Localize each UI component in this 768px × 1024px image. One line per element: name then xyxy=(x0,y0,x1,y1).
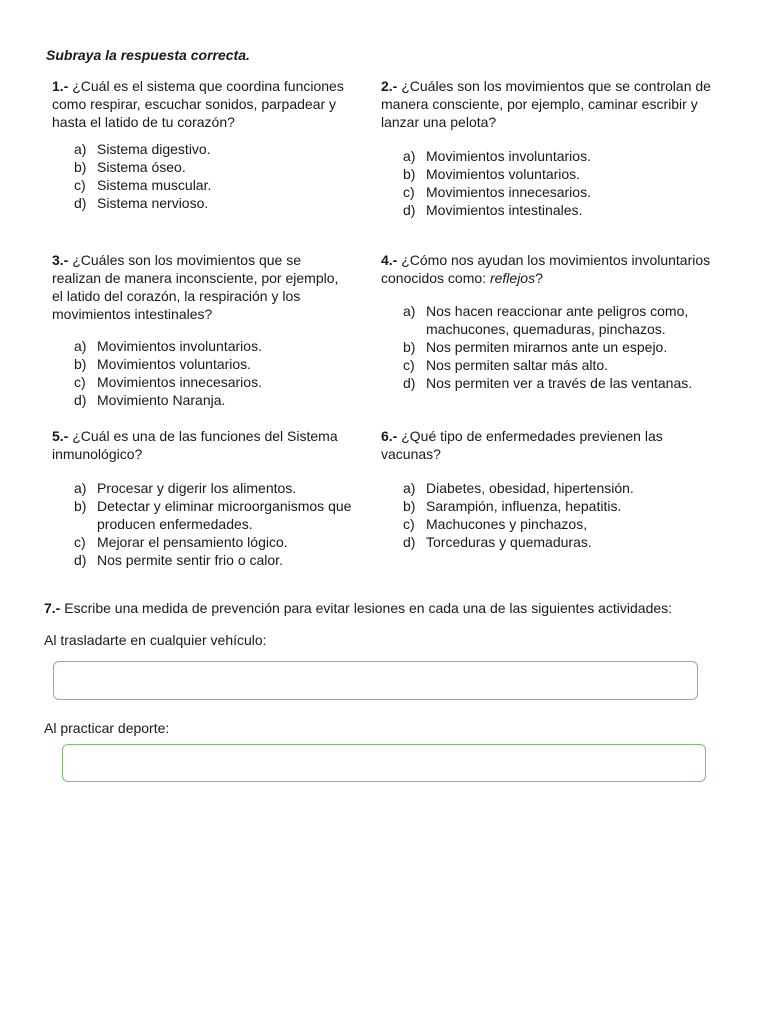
options-list xyxy=(52,140,352,212)
option-letter: c) xyxy=(74,534,86,550)
options-list xyxy=(52,337,352,409)
option-text: Movimientos innecesarios. xyxy=(426,184,591,200)
option-d[interactable] xyxy=(52,551,352,569)
option-letter: c) xyxy=(74,374,86,390)
option-c[interactable] xyxy=(381,183,726,201)
option-text: Torceduras y quemaduras. xyxy=(426,534,592,550)
question-7 xyxy=(44,600,672,616)
option-text: Movimientos voluntarios. xyxy=(426,166,581,182)
question-number: 4.- xyxy=(381,252,398,268)
answer-box-sport[interactable] xyxy=(62,744,706,782)
question-text-end: ? xyxy=(535,270,543,286)
option-a[interactable] xyxy=(52,140,352,158)
option-letter: d) xyxy=(74,195,87,211)
option-text: Movimiento Naranja. xyxy=(97,392,226,408)
question-emphasis: reflejos xyxy=(489,270,536,286)
question-1 xyxy=(52,77,352,212)
option-b[interactable] xyxy=(381,338,726,356)
option-b[interactable] xyxy=(52,497,352,533)
question-number: 2.- xyxy=(381,78,398,94)
question-6 xyxy=(381,427,726,551)
option-letter: b) xyxy=(403,166,416,182)
options-list xyxy=(52,479,352,569)
option-text: Movimientos intestinales. xyxy=(426,202,583,218)
question-text: ¿Cuál es una de las funciones del Sistema inmunológico? xyxy=(52,428,338,462)
option-letter: a) xyxy=(403,480,416,496)
option-text: Movimientos involuntarios. xyxy=(97,338,262,354)
option-c[interactable] xyxy=(381,515,726,533)
option-letter: b) xyxy=(403,498,416,514)
question-3 xyxy=(52,251,352,409)
option-letter: c) xyxy=(403,357,415,373)
option-b[interactable] xyxy=(52,158,352,176)
question-text: ¿Cuál es el sistema que coordina funciones como respirar, escuchar sonidos, parpadear y hasta el latido de tu corazón? xyxy=(52,78,344,130)
option-letter: a) xyxy=(74,141,87,157)
question-number: 3.- xyxy=(52,252,69,268)
option-letter: b) xyxy=(74,498,87,514)
option-a[interactable] xyxy=(381,302,726,338)
option-letter: a) xyxy=(403,303,416,319)
option-c[interactable] xyxy=(381,356,726,374)
option-text: Mejorar el pensamiento lógico. xyxy=(97,534,288,550)
option-letter: c) xyxy=(403,516,415,532)
question-number: 5.- xyxy=(52,428,69,444)
option-a[interactable] xyxy=(381,147,726,165)
question-5 xyxy=(52,427,352,569)
option-letter: a) xyxy=(403,148,416,164)
option-a[interactable] xyxy=(381,479,726,497)
option-text: Sistema digestivo. xyxy=(97,141,211,157)
answer-prompt-vehicle: Al trasladarte en cualquier vehículo: xyxy=(44,632,267,648)
option-text: Nos permiten saltar más alto. xyxy=(426,357,609,373)
question-stem xyxy=(381,251,726,287)
option-b[interactable] xyxy=(381,165,726,183)
option-text: Nos permiten mirarnos ante un espejo. xyxy=(426,339,668,355)
option-text: Sistema muscular. xyxy=(97,177,212,193)
option-text: Nos permiten ver a través de las ventanas. xyxy=(426,375,693,391)
option-d[interactable] xyxy=(381,533,726,551)
option-letter: d) xyxy=(74,552,87,568)
options-list xyxy=(381,302,726,392)
question-text: ¿Cuáles son los movimientos que se realizan de manera inconsciente, por ejemplo, el latido del corazón, la respiración y los movimientos intestinales? xyxy=(52,252,339,322)
option-text: Movimientos innecesarios. xyxy=(97,374,262,390)
question-text: ¿Qué tipo de enfermedades previenen las vacunas? xyxy=(381,428,663,462)
option-letter: d) xyxy=(74,392,87,408)
option-text: Sarampión, influenza, hepatitis. xyxy=(426,498,622,514)
option-text: Nos hacen reaccionar ante peligros como, machucones, quemaduras, pinchazos. xyxy=(426,303,689,337)
question-text: Escribe una medida de prevención para evitar lesiones en cada una de las siguientes actividades: xyxy=(60,600,673,616)
option-text: Sistema óseo. xyxy=(97,159,186,175)
option-letter: d) xyxy=(403,202,416,218)
option-d[interactable] xyxy=(381,201,726,219)
option-text: Machucones y pinchazos, xyxy=(426,516,588,532)
option-text: Movimientos involuntarios. xyxy=(426,148,591,164)
option-letter: d) xyxy=(403,534,416,550)
option-text: Movimientos voluntarios. xyxy=(97,356,252,372)
question-number: 1.- xyxy=(52,78,69,94)
question-text: ¿Cómo nos ayudan los movimientos involuntarios conocidos como: xyxy=(381,252,711,286)
question-stem xyxy=(52,251,352,323)
question-4 xyxy=(381,251,726,392)
question-number: 7.- xyxy=(44,600,61,616)
options-list xyxy=(381,147,726,219)
question-2 xyxy=(381,77,726,219)
option-a[interactable] xyxy=(52,337,352,355)
option-text: Diabetes, obesidad, hipertensión. xyxy=(426,480,634,496)
option-text: Sistema nervioso. xyxy=(97,195,209,211)
question-stem xyxy=(381,427,701,463)
option-letter: b) xyxy=(403,339,416,355)
option-c[interactable] xyxy=(52,176,352,194)
option-letter: c) xyxy=(403,184,415,200)
option-letter: d) xyxy=(403,375,416,391)
answer-box-vehicle[interactable] xyxy=(53,661,698,700)
option-letter: a) xyxy=(74,338,87,354)
option-letter: c) xyxy=(74,177,86,193)
option-d[interactable] xyxy=(381,374,726,392)
option-letter: a) xyxy=(74,480,87,496)
answer-prompt-sport: Al practicar deporte: xyxy=(44,720,170,736)
question-stem xyxy=(52,77,352,131)
option-d[interactable] xyxy=(52,194,352,212)
question-number: 6.- xyxy=(381,428,398,444)
question-stem xyxy=(52,427,352,463)
option-c[interactable] xyxy=(52,533,352,551)
option-letter: b) xyxy=(74,159,87,175)
option-b[interactable] xyxy=(52,355,352,373)
option-text: Detectar y eliminar microorganismos que producen enfermedades. xyxy=(97,498,352,532)
options-list xyxy=(381,479,726,551)
option-text: Procesar y digerir los alimentos. xyxy=(97,480,297,496)
option-letter: b) xyxy=(74,356,87,372)
instruction-heading: Subraya la respuesta correcta. xyxy=(46,47,250,63)
question-stem xyxy=(381,77,726,131)
option-c[interactable] xyxy=(52,373,352,391)
option-b[interactable] xyxy=(381,497,726,515)
option-a[interactable] xyxy=(52,479,352,497)
option-d[interactable] xyxy=(52,391,352,409)
question-text: ¿Cuáles son los movimientos que se controlan de manera consciente, por ejemplo, caminar escribir y lanzar una pelota? xyxy=(381,78,711,130)
option-text: Nos permite sentir frio o calor. xyxy=(97,552,283,568)
